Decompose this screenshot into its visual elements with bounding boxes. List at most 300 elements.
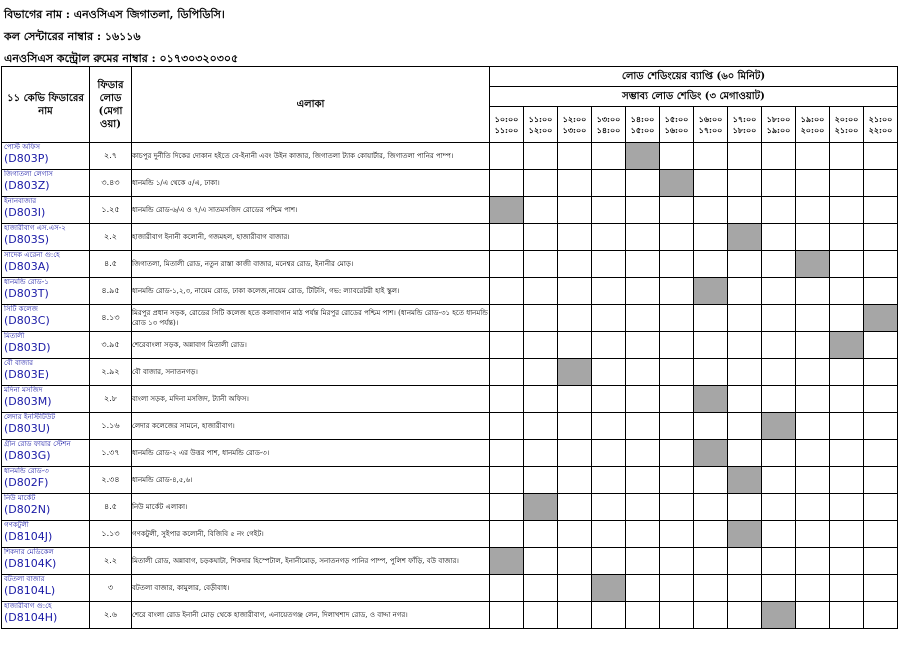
slot-cell (796, 548, 830, 575)
slot-cell (864, 170, 898, 197)
slot-cell (830, 278, 864, 305)
feeder-cell (2, 197, 90, 224)
slot-cell (558, 494, 592, 521)
slot-cell (830, 143, 864, 170)
probable-shedding-header: সম্ভাব্য লোড শেডিং (৩ মেগাওয়াট) (490, 87, 898, 107)
slot-cell (592, 224, 626, 251)
slot-cell (728, 386, 762, 413)
slot-cell (626, 521, 660, 548)
feeder-load: ১.৩৭ (90, 440, 132, 467)
slot-cell (558, 332, 592, 359)
slot-cell (660, 440, 694, 467)
slot-cell (796, 575, 830, 602)
slot-cell (524, 548, 558, 575)
slot-cell (524, 413, 558, 440)
area-description: জিগাতলা, মিতালী রোড, নতুন রাস্তা কাজী বাজার, মনেশ্বর রোড, ইনানীর মোড়। (132, 251, 490, 278)
slot-cell (660, 548, 694, 575)
slot-cell (490, 575, 524, 602)
load-column-header: ফিডার লোড (মেগা ওয়া) (90, 67, 132, 143)
time-slot-from: ১১:০০ (528, 113, 553, 124)
slot-cell (558, 170, 592, 197)
slot-cell (592, 305, 626, 332)
time-slot-from: ১৭:০০ (732, 113, 757, 124)
area-description: ধানমন্ডি রোড-৪,৫,৬। (132, 467, 490, 494)
slot-cell (660, 386, 694, 413)
slot-cell (592, 197, 626, 224)
slot-cell (524, 170, 558, 197)
table-row (2, 386, 898, 413)
slot-cell (694, 197, 728, 224)
slot-cell (490, 224, 524, 251)
slot-cell (796, 305, 830, 332)
feeder-code: (D803U) (4, 422, 51, 435)
feeder-code: (D803S) (4, 233, 50, 246)
slot-cell (592, 332, 626, 359)
slot-cell (592, 413, 626, 440)
feeder-load: ৩ (90, 575, 132, 602)
feeder-cell (2, 251, 90, 278)
table-row (2, 170, 898, 197)
time-slot-from: ১৮:০০ (766, 113, 791, 124)
slot-cell (660, 467, 694, 494)
scheduled-slot-cell (490, 197, 524, 224)
slot-cell (626, 386, 660, 413)
table-row (2, 359, 898, 386)
table-row (2, 494, 898, 521)
area-description: বটতলা বাজার, কামুলার, বেড়ীবাধ। (132, 575, 490, 602)
area-description: ধানমন্ডি রোড-১,২,৩, নায়েম রোড, ঢাকা কলেজ,নায়েম রোড, টিটিসি, গভ: ল্যাবরেটরী হাই স্কুল। (132, 278, 490, 305)
slot-cell (830, 170, 864, 197)
slot-cell (728, 197, 762, 224)
feeder-load: ২.২ (90, 224, 132, 251)
division-name: বিভাগের নাম : এনওসিএস জিগাতলা, ডিপিডিসি। (4, 8, 225, 21)
feeder-load: ২.৬ (90, 602, 132, 629)
area-description: কাচপুর দুর্নীতি দিকের দোকান হইতে বে-ইনানী এবং উইন কাজার, জিগাতলা ট্যাক কোয়ার্টার, জিগাতলা পানির পাম্প। (132, 143, 490, 170)
time-slot-header (728, 107, 762, 143)
feeder-name: বটতলা বাজার (4, 575, 45, 583)
area-description: ধানমন্ডি রোড-২ এর উত্তর পাশ, ধানমন্ডি রোড-৩। (132, 440, 490, 467)
time-slot-to: ১১:০০ (494, 124, 519, 135)
slot-cell (864, 224, 898, 251)
slot-cell (762, 440, 796, 467)
slot-cell (626, 278, 660, 305)
feeder-cell (2, 548, 90, 575)
scheduled-slot-cell (728, 521, 762, 548)
slot-cell (558, 575, 592, 602)
slot-cell (592, 170, 626, 197)
slot-cell (796, 224, 830, 251)
slot-cell (762, 494, 796, 521)
slot-cell (524, 575, 558, 602)
slot-cell (592, 521, 626, 548)
slot-cell (660, 305, 694, 332)
scheduled-slot-cell (728, 224, 762, 251)
slot-cell (524, 386, 558, 413)
scheduled-slot-cell (830, 332, 864, 359)
slot-cell (558, 143, 592, 170)
time-slot-header (660, 107, 694, 143)
slot-cell (796, 494, 830, 521)
slot-cell (592, 602, 626, 629)
area-description: ধানমন্ডি রোড-৬/এ ও ৭/এ সাতমসজিদ রোডের পশ্চিম পাশ। (132, 197, 490, 224)
slot-cell (592, 548, 626, 575)
table-row (2, 251, 898, 278)
feeder-name: জিগাতলা লেগাস (4, 170, 53, 178)
slot-cell (762, 359, 796, 386)
time-slot-from: ১৪:০০ (630, 113, 655, 124)
slot-cell (864, 251, 898, 278)
slot-cell (524, 602, 558, 629)
slot-cell (660, 359, 694, 386)
duration-header: লোড শেডিংয়ের ব্যাপ্তি (৬০ মিনিট) (490, 67, 898, 87)
feeder-name: গ্রীন রোড ফায়ার স্টেশন (4, 440, 71, 448)
area-description: শেরেবাংলা সড়ক, অন্নাবাগ মিতালী রোড। (132, 332, 490, 359)
time-slot-from: ১৩:০০ (596, 113, 621, 124)
slot-cell (830, 548, 864, 575)
slot-cell (626, 224, 660, 251)
feeder-code: (D803A) (4, 260, 50, 273)
time-slot-to: ১৮:০০ (732, 124, 757, 135)
slot-cell (762, 224, 796, 251)
slot-cell (796, 359, 830, 386)
slot-cell (524, 224, 558, 251)
slot-cell (558, 278, 592, 305)
slot-cell (694, 413, 728, 440)
feeder-name: ধানমন্ডি রোড-৩ (4, 467, 49, 475)
page-header (4, 4, 884, 70)
slot-cell (626, 332, 660, 359)
slot-cell (864, 386, 898, 413)
feeder-load: ২.৭ (90, 143, 132, 170)
slot-cell (490, 440, 524, 467)
feeder-name: বৌ বাজার (4, 359, 34, 367)
feeder-code: (D802F) (4, 476, 49, 489)
feeder-cell (2, 305, 90, 332)
area-description: গণকটুলী, সুইপার কলোনী, বিজিবি ৫ নং গেইট। (132, 521, 490, 548)
slot-cell (728, 278, 762, 305)
slot-cell (694, 575, 728, 602)
slot-cell (830, 305, 864, 332)
slot-cell (796, 143, 830, 170)
scheduled-slot-cell (762, 602, 796, 629)
slot-cell (524, 440, 558, 467)
slot-cell (830, 494, 864, 521)
slot-cell (660, 521, 694, 548)
feeder-load: ২.২ (90, 548, 132, 575)
slot-cell (524, 305, 558, 332)
slot-cell (490, 305, 524, 332)
slot-cell (864, 575, 898, 602)
feeder-cell (2, 494, 90, 521)
slot-cell (830, 440, 864, 467)
slot-cell (558, 224, 592, 251)
slot-cell (830, 467, 864, 494)
time-slot-from: ১০:০০ (494, 113, 519, 124)
slot-cell (490, 521, 524, 548)
slot-cell (830, 413, 864, 440)
slot-cell (592, 251, 626, 278)
slot-cell (524, 143, 558, 170)
time-slot-to: ১৪:০০ (596, 124, 621, 135)
feeder-code: (D8104L) (4, 584, 56, 597)
slot-cell (694, 548, 728, 575)
slot-cell (592, 359, 626, 386)
slot-cell (558, 413, 592, 440)
slot-cell (660, 413, 694, 440)
table-row (2, 224, 898, 251)
slot-cell (490, 467, 524, 494)
slot-cell (558, 305, 592, 332)
feeder-code: (D8104J) (4, 530, 53, 543)
feeder-load: ৪.৫ (90, 494, 132, 521)
feeder-name: নিউ মার্কেট (4, 494, 36, 502)
time-slot-to: ১৯:০০ (766, 124, 791, 135)
slot-cell (626, 602, 660, 629)
slot-cell (830, 359, 864, 386)
slot-cell (694, 332, 728, 359)
slot-cell (762, 251, 796, 278)
slot-cell (762, 305, 796, 332)
time-slot-from: ১৯:০০ (800, 113, 825, 124)
time-slot-header (762, 107, 796, 143)
slot-cell (490, 359, 524, 386)
time-slot-to: ১২:০০ (528, 124, 553, 135)
scheduled-slot-cell (490, 548, 524, 575)
area-description: নিউ মার্কেট এলাকা। (132, 494, 490, 521)
slot-cell (694, 143, 728, 170)
slot-cell (796, 278, 830, 305)
area-description: মিরপুর প্রধান সড়ক, রোডের সিটি কলেজ হতে কলাবাগান মাঠ পর্যন্ত মিরপুর রোডের পশ্চিম পাশ। (ধানমন্ডি রোড-৩১ হতে ধানমন্ডি রোড ১৩ পর্যন্ত)। (132, 305, 490, 332)
scheduled-slot-cell (660, 170, 694, 197)
feeder-code: (D803I) (4, 206, 46, 219)
slot-cell (524, 197, 558, 224)
time-slot-header (830, 107, 864, 143)
scheduled-slot-cell (728, 467, 762, 494)
slot-cell (830, 602, 864, 629)
slot-cell (660, 575, 694, 602)
slot-cell (524, 359, 558, 386)
slot-cell (524, 251, 558, 278)
slot-cell (626, 413, 660, 440)
slot-cell (762, 575, 796, 602)
feeder-name: লেদার ইনস্টিটিউট (4, 413, 56, 421)
table-row (2, 332, 898, 359)
feeder-name: মিতালী (4, 332, 25, 340)
slot-cell (524, 332, 558, 359)
feeder-code: (D803M) (4, 395, 52, 408)
slot-cell (728, 440, 762, 467)
scheduled-slot-cell (864, 305, 898, 332)
table-row (2, 278, 898, 305)
slot-cell (660, 494, 694, 521)
slot-cell (660, 602, 694, 629)
slot-cell (626, 548, 660, 575)
slot-cell (830, 197, 864, 224)
slot-cell (864, 548, 898, 575)
table-row (2, 413, 898, 440)
slot-cell (796, 521, 830, 548)
table-row (2, 521, 898, 548)
time-slot-to: ১৫:০০ (630, 124, 655, 135)
slot-cell (796, 413, 830, 440)
time-slot-to: ১৬:০০ (664, 124, 689, 135)
scheduled-slot-cell (558, 359, 592, 386)
time-slot-to: ২২:০০ (868, 124, 893, 135)
slot-cell (830, 386, 864, 413)
slot-cell (796, 332, 830, 359)
feeder-name: ধানমন্ডি রোড-১ (4, 278, 49, 286)
slot-cell (864, 197, 898, 224)
area-column-header: এলাকা (132, 67, 490, 143)
area-description: মিতালী রোড, অন্নাবাগ, চড়কঘাটা, শিকদার হিস্পেটাল, ইনানীমোড়, সনাতনগড় পানির পাম্প, পুলিশ ফাঁড়ি, বউ বাজার। (132, 548, 490, 575)
slot-cell (728, 494, 762, 521)
feeder-name: মদিনা মসজিদ (4, 386, 43, 394)
slot-cell (660, 251, 694, 278)
slot-cell (694, 521, 728, 548)
feeder-load: ১.১৩ (90, 521, 132, 548)
area-description: লেদার কলেজের সামনে, হাজারীবাগ। (132, 413, 490, 440)
feeder-code: (D802N) (4, 503, 51, 516)
slot-cell (796, 602, 830, 629)
slot-cell (490, 386, 524, 413)
slot-cell (796, 467, 830, 494)
time-slot-to: ১৭:০০ (698, 124, 723, 135)
slot-cell (490, 413, 524, 440)
feeder-code: (D8104H) (4, 611, 58, 624)
feeder-code: (D803Z) (4, 179, 50, 192)
slot-cell (728, 575, 762, 602)
slot-cell (796, 440, 830, 467)
slot-cell (864, 359, 898, 386)
feeder-name: গণকটুলী (4, 521, 29, 529)
slot-cell (626, 197, 660, 224)
time-slot-header (694, 107, 728, 143)
slot-cell (762, 170, 796, 197)
scheduled-slot-cell (694, 440, 728, 467)
time-slot-header (490, 107, 524, 143)
slot-cell (524, 521, 558, 548)
slot-cell (728, 602, 762, 629)
table-row (2, 467, 898, 494)
time-slot-to: ২০:০০ (800, 124, 825, 135)
feeder-load: ২.৮ (90, 386, 132, 413)
slot-cell (592, 143, 626, 170)
slot-cell (864, 413, 898, 440)
table-row (2, 305, 898, 332)
slot-cell (592, 278, 626, 305)
scheduled-slot-cell (796, 251, 830, 278)
slot-cell (558, 521, 592, 548)
feeder-cell (2, 332, 90, 359)
time-slot-header (626, 107, 660, 143)
feeder-load: ৩.৯৫ (90, 332, 132, 359)
time-slot-header (558, 107, 592, 143)
slot-cell (762, 521, 796, 548)
feeder-cell (2, 278, 90, 305)
slot-cell (796, 386, 830, 413)
feeder-name: সাদেক এরেনা গু:হে (4, 251, 60, 259)
slot-cell (592, 494, 626, 521)
slot-cell (830, 575, 864, 602)
slot-cell (626, 494, 660, 521)
slot-cell (728, 359, 762, 386)
feeder-load: ৪.১৩ (90, 305, 132, 332)
slot-cell (626, 575, 660, 602)
feeder-cell (2, 467, 90, 494)
slot-cell (524, 278, 558, 305)
slot-cell (762, 197, 796, 224)
feeder-name: সিটি কলেজ (4, 305, 38, 313)
feeder-cell (2, 170, 90, 197)
feeder-code: (D803D) (4, 341, 51, 354)
feeder-load: ৪.৫ (90, 251, 132, 278)
feeder-cell (2, 143, 90, 170)
slot-cell (490, 143, 524, 170)
feeder-cell (2, 359, 90, 386)
slot-cell (830, 251, 864, 278)
feeder-cell (2, 386, 90, 413)
slot-cell (558, 386, 592, 413)
feeder-cell (2, 224, 90, 251)
slot-cell (728, 170, 762, 197)
time-slot-from: ১২:০০ (562, 113, 587, 124)
slot-cell (490, 170, 524, 197)
feeder-name: পোস্ট অফিস (4, 143, 41, 151)
slot-cell (558, 251, 592, 278)
feeder-load: ২.৯২ (90, 359, 132, 386)
slot-cell (728, 305, 762, 332)
slot-cell (694, 305, 728, 332)
table-row (2, 602, 898, 629)
slot-cell (524, 467, 558, 494)
time-slot-from: ১৬:০০ (698, 113, 723, 124)
slot-cell (558, 440, 592, 467)
feeder-load: ৩.৪৩ (90, 170, 132, 197)
time-slot-header (592, 107, 626, 143)
slot-cell (762, 467, 796, 494)
feeder-load: ১.২৫ (90, 197, 132, 224)
feeder-cell (2, 413, 90, 440)
area-description: ধানমন্ডি ১/এ থেকে ৫/এ, ঢাকা। (132, 170, 490, 197)
slot-cell (762, 143, 796, 170)
slot-cell (694, 170, 728, 197)
feeder-code: (D803E) (4, 368, 49, 381)
time-slot-header (796, 107, 830, 143)
scheduled-slot-cell (626, 143, 660, 170)
area-description: হাজারীবাগ ইনানী কলোনী, গজমহল, হাজারীবাগ বাজার। (132, 224, 490, 251)
slot-cell (864, 467, 898, 494)
slot-cell (490, 251, 524, 278)
slot-cell (490, 332, 524, 359)
table-row (2, 143, 898, 170)
slot-cell (864, 521, 898, 548)
slot-cell (694, 224, 728, 251)
feeder-code: (D803P) (4, 152, 49, 165)
slot-cell (626, 305, 660, 332)
slot-cell (762, 332, 796, 359)
feeder-name: শিকদার মেডিকেল (4, 548, 54, 556)
scheduled-slot-cell (694, 386, 728, 413)
feeder-name: ইনানবাজার (4, 197, 37, 205)
slot-cell (558, 197, 592, 224)
slot-cell (864, 332, 898, 359)
time-slot-header (524, 107, 558, 143)
feeder-load: ১.১৬ (90, 413, 132, 440)
slot-cell (864, 494, 898, 521)
slot-cell (660, 143, 694, 170)
slot-cell (728, 251, 762, 278)
time-slot-header (864, 107, 898, 143)
